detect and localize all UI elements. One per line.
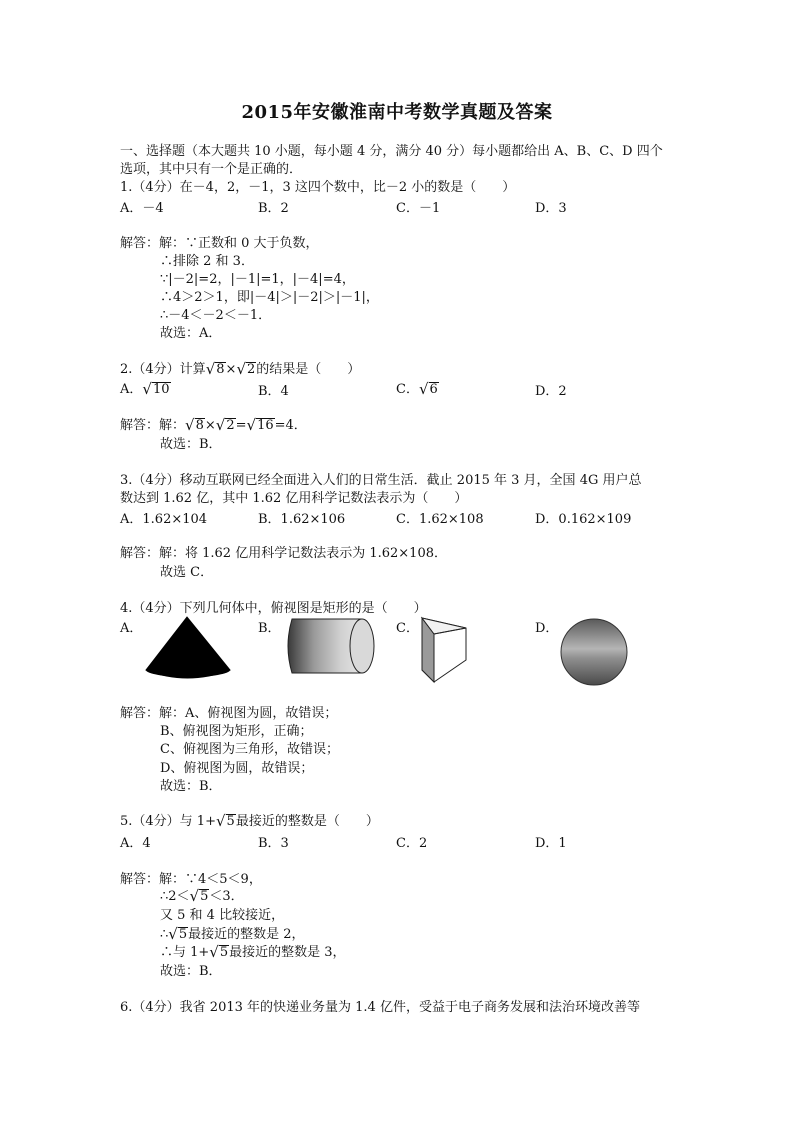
q4-stem: 4.（4分）下列几何体中，俯视图是矩形的是（ ） [120,601,427,616]
q4-answer-line: D、俯视图为圆，故错误； [160,761,314,776]
q6-stem: 6.（4分）我省 2013 年的快递业务量为 1.4 亿件，受益于电子商务发展和法治环境改善等 [120,1000,640,1015]
q4-answer-line: 解答：解：A、俯视图为圆，故错误； [120,706,338,721]
sqrt-expression: √ 2 [236,360,256,378]
q5-stem: 5.（4分）与 1+ √ 5 最接近的整数是（ ） [120,812,379,830]
q2-stem: 2.（4分）计算 √ 8 × √ 2 的结果是（ ） [120,360,361,378]
q2-option-c: C． √ 6 [396,380,438,398]
q5-answer-line: ∴ √ 5 最接近的整数是 2， [160,925,305,943]
q3-answer-line: 故选 C． [160,565,214,580]
q1-answer-line: 解答：解：∵正数和 0 大于负数， [120,236,319,251]
q5-option-c: C．2 [396,836,428,851]
q4-label-d: D． [535,621,559,636]
sqrt-expression: √ 5 [189,887,209,905]
q1-answer-line: 故选：A． [160,326,222,341]
sqrt-expression: √ 5 [215,812,235,830]
q1-answer-line: ∴排除 2 和 3． [160,254,254,269]
q4-answer-line: C、俯视图为三角形，故错误； [160,742,339,757]
q4-answer-line: B、俯视图为矩形，正确； [160,724,313,739]
q2-option-a: A． √ 10 [120,380,170,398]
sqrt-expression: √ 10 [142,380,170,398]
q2-answer-choice: 故选：B． [160,437,222,452]
q1-stem: 1.（4分）在－4，2，－1，3 这四个数中，比－2 小的数是（ ） [120,180,516,195]
cylinder-figure [280,614,380,678]
q3-stem-line-1: 3.（4分）移动互联网已经全面进入人们的日常生活．截止 2015 年 3 月，全国 4G 用户总 [120,473,642,488]
q2-option-b: B．4 [258,384,289,399]
q3-option-b: B．1.62×106 [258,512,346,527]
q4-label-c: C． [396,621,419,636]
sqrt-expression: √ 6 [418,380,438,398]
q5-answer-line: 又 5 和 4 比较接近， [160,908,285,923]
q1-option-a: A．－4 [120,201,164,216]
sqrt-expression: √ 16 [246,416,274,434]
page-title: 2015年安徽淮南中考数学真题及答案 [241,102,553,123]
q1-answer-line: ∴4＞2＞1，即|－4|＞|－2|＞|－1|， [160,290,379,305]
q5-answer-line: ∴与 1+ √ 5 最接近的整数是 3， [160,943,346,961]
q2-stem-text: 2.（4分）计算 [120,362,206,377]
triangular-prism-figure [414,612,470,688]
sqrt-expression: √ 8 [205,360,225,378]
q5-answer-line: ∴2＜ √ 5 ＜3． [160,887,244,905]
sqrt-expression: √ 5 [209,943,229,961]
q1-option-c: C．－1 [396,201,441,216]
section-intro-line-1: 一、选择题（本大题共 10 小题，每小题 4 分，满分 40 分）每小题都给出 A、B、C、D 四个 [120,144,663,159]
q5-option-d: D．1 [535,836,567,851]
q4-answer-line: 故选：B． [160,779,222,794]
q1-answer-line: ∴－4＜－2＜－1． [160,308,272,323]
q3-option-d: D．0.162×109 [535,512,632,527]
q5-answer-line: 解答：解：∵4＜5＜9， [120,872,262,887]
q5-option-a: A．4 [120,836,151,851]
q4-label-a: A． [120,621,143,636]
q4-label-b: B． [258,621,281,636]
sqrt-expression: √ 5 [168,925,188,943]
sqrt-expression: √ 8 [185,416,204,434]
q1-option-b: B．2 [258,201,289,216]
q1-answer-line: ∵|－2|=2，|－1|=1，|－4|=4， [160,272,355,287]
section-intro-line-2: 选项，其中只有一个是正确的． [120,162,303,177]
q3-stem-line-2: 数达到 1.62 亿，其中 1.62 亿用科学记数法表示为（ ） [120,491,468,506]
q5-option-b: B．3 [258,836,289,851]
q2-answer-line: 解答：解： √ 8 × √ 2 = √ 16 =4． [120,416,307,434]
q1-option-d: D．3 [535,201,567,216]
q5-answer-line: 故选：B． [160,964,222,979]
cone-figure [140,614,240,684]
q3-answer-line: 解答：解：将 1.62 亿用科学记数法表示为 1.62×108． [120,546,447,561]
q3-option-c: C．1.62×108 [396,512,484,527]
q3-option-a: A．1.62×104 [120,512,208,527]
sphere-figure [558,616,630,688]
q2-option-d: D．2 [535,384,567,399]
sqrt-expression: √ 2 [215,416,235,434]
